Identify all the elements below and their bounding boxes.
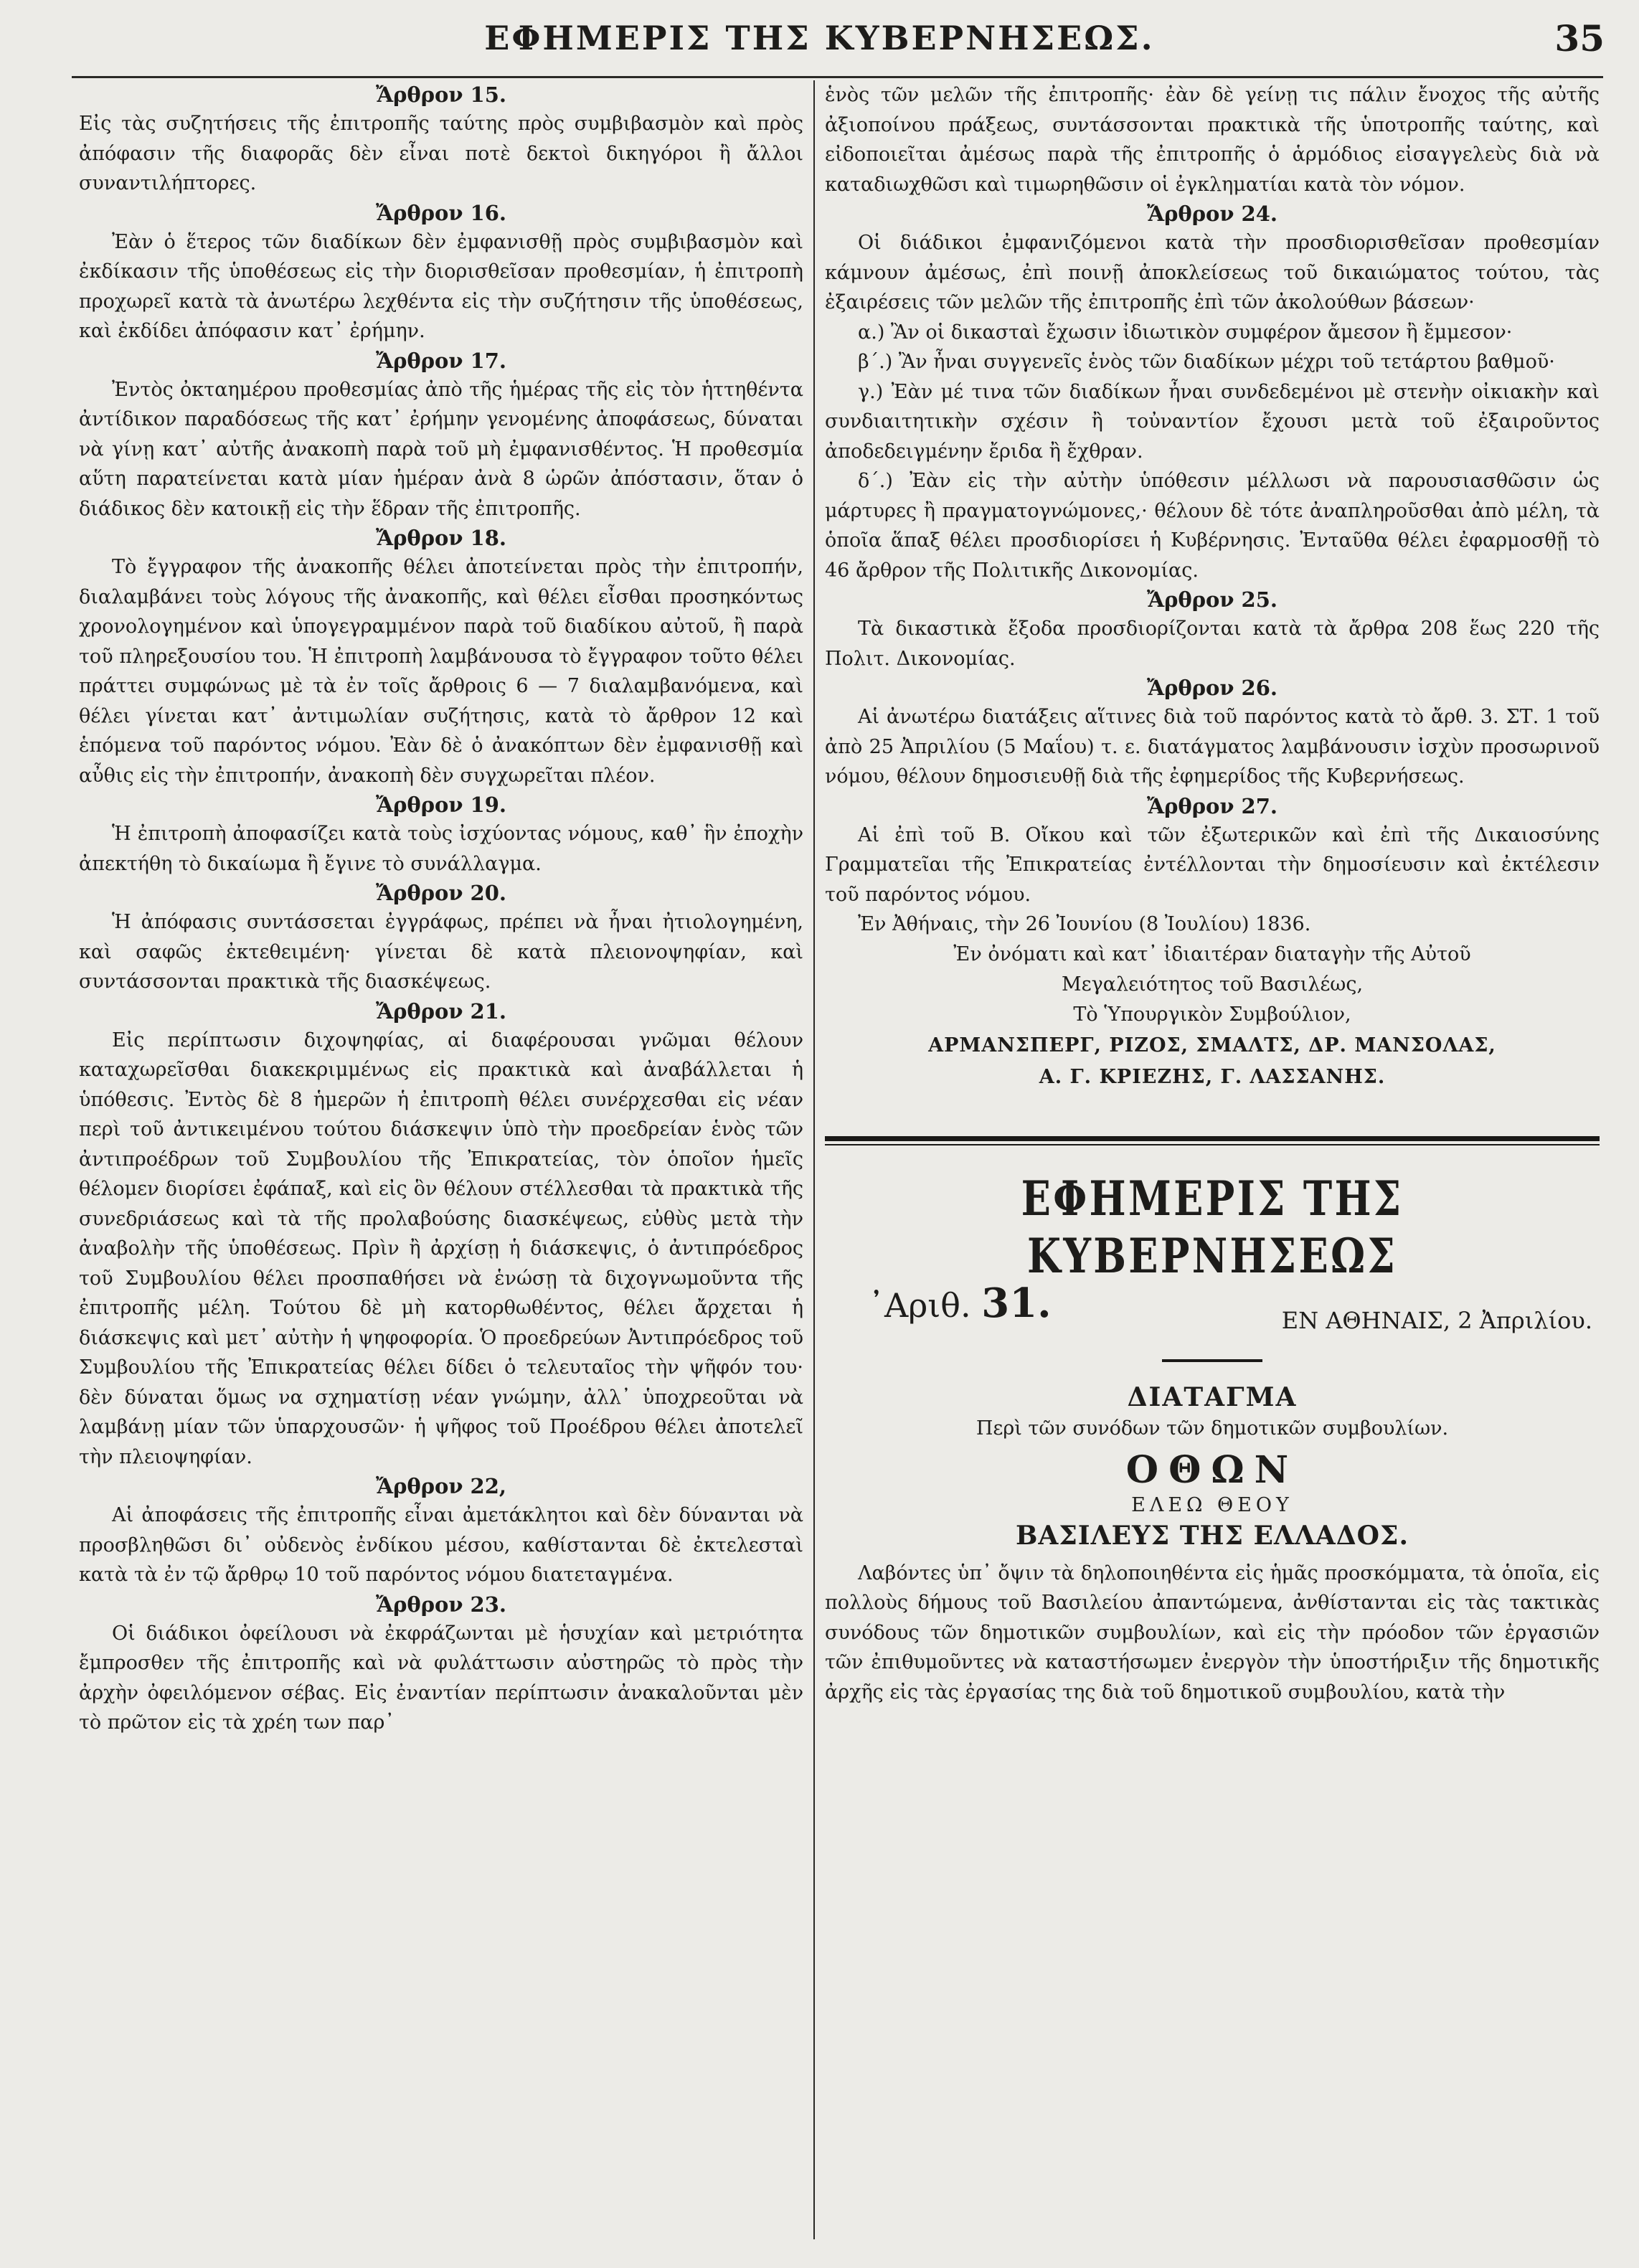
article-heading: Ἄρθρον 25. [1146, 587, 1278, 612]
paragraph: Αἱ ἐπὶ τοῦ Β. Οἴκου καὶ τῶν ἐξωτερικῶν καὶ ἐπὶ τῆς Δικαιοσύνης Γραμματεῖαι τῆς Ἐπικρατείας ἐντέλλονται τὴν δημοσίευσιν καὶ ἐκτέλεσιν τοῦ παρόντος νόμου. [825, 823, 1600, 906]
paragraph: Αἱ ἀνωτέρω διατάξεις αἵτινες διὰ τοῦ παρόντος κατὰ τὸ ἄρθ. 3. ΣΤ. 1 τοῦ ἀπὸ 25 Ἀπριλίου (5 Μαΐου) τ. ε. διατάγματος λαμβάνουσιν ἰσχὺν προσωρινοῦ νόμου, θέλουν δημοσιευθῇ διὰ τῆς ἐφημερίδος τῆς Κυβερνήσεως. [825, 706, 1600, 788]
header-rule [72, 76, 1603, 78]
article-heading: Ἄρθρον 22, [375, 1474, 507, 1498]
paragraph: γ.) Ἐὰν μέ τινα τῶν διαδίκων ἦναι συνδεδεμένοι μὲ στενὴν οἰκιακὴν καὶ συνδιαιτητικὴν σχέσιν ἢ τοὐναντίον ἔχουσι μετὰ τοῦ ἐξαιροῦντος ἀποδεδειγμένην ἔριδα ἢ ἔχθραν. [825, 380, 1600, 463]
paragraph: Αἱ ἀποφάσεις τῆς ἐπιτροπῆς εἶναι ἀμετάκλητοι καὶ δὲν δύνανται νὰ προσβληθῶσι δι᾽ οὐδενὸς ἐνδίκου μέσου, καθίστανται δὲ ἐκτελεσταὶ κατὰ τὰ ἐν τῷ ἄρθρῳ 10 τοῦ παρόντος νόμου διατεταγμένα. [79, 1504, 803, 1586]
paragraph: α.) Ἂν οἱ δικασταὶ ἔχωσιν ἰδιωτικὸν συμφέρον ἄμεσον ἢ ἔμμεσον· [858, 321, 1513, 344]
page-number: 35 [1554, 17, 1605, 60]
paragraph: Ἡ ἀπόφασις συντάσσεται ἐγγράφως, πρέπει νὰ ἦναι ἠτιολογημένη, καὶ σαφῶς ἐκτεθειμένη· γίνεται δὲ κατὰ πλειονοψηφίαν, καὶ συντάσσονται πρακτικὰ τῆς διασκέψεως. [79, 911, 803, 993]
king-grace: ΕΛΕΩ ΘΕΟΥ [1131, 1493, 1293, 1516]
article-heading: Ἄρθρον 17. [375, 348, 507, 373]
masthead-thin-rule [825, 1144, 1600, 1145]
article-heading: Ἄρθρον 16. [375, 200, 507, 225]
paragraph: Εἰς περίπτωσιν διχοψηφίας, αἱ διαφέρουσαι γνῶμαι θέλουν καταχωρεῖσθαι διακεκριμμένως εἰς πρακτικὰ καὶ ἀναβάλλεται ἡ ὑπόθεσις. Ἐντὸς δὲ 8 ἡμερῶν ἡ ἐπιτροπὴ θέλει συνέρχεσθαι εἰς νέαν περὶ τοῦ ἀντικειμένου τούτου διάσκεψιν ὑπὸ τὴν προεδρείαν ἑνὸς τῶν ἀντιπροέδρων τοῦ Συμβουλίου τῆς Ἐπικρατείας, τὸν ὁποῖον ἡμεῖς θέλομεν διορίσει ἐφάπαξ, καὶ εἰς ὃν θέλουν στέλλεσθαι τὰ πρακτικὰ τῆς συνεδριάσεως καὶ τὰ τῆς προλαβούσης διασκέψεως, εὐθὺς μετὰ τὴν ἀναβολὴν τῆς ὑποθέσεως. Πρὶν ἢ ἀρχίσῃ ἡ διάσκεψις, ὁ ἀντιπρόεδρος τοῦ Συμβουλίου θέλει προσπαθήσει νὰ ἑνώσῃ τὰ διχογνωμοῦντα τῆς ἐπιτροπῆς μέλη. Τούτου δὲ μὴ κατορθωθέντος, θέλει ἄρχεται ἡ διάσκεψις καὶ μετ᾽ αὐτὴν ἡ ψηφοφορία. Ὁ προεδρεύων Ἀντιπρόεδρος τοῦ Συμβουλίου τῆς Ἐπικρατείας θέλει δίδει ὁ τελευταῖος τὴν ψῆφόν του· δὲν δύναται ὅμως να σχηματίσῃ νέαν γνώμην, ἀλλ᾽ ὑποχρεοῦται νὰ λαμβάνῃ μίαν τῶν ὑπαρχουσῶν· ἡ ψῆφος τοῦ Προέδρου θέλει ἀποτελεῖ τὴν πλειοψηφίαν. [79, 1029, 803, 1468]
issue-number: 31. [981, 1279, 1052, 1327]
signature-line: Α. Γ. ΚΡΙΕΖΗΣ, Γ. ΛΑΣΣΑΝΗΣ. [1039, 1065, 1386, 1088]
article-heading: Ἄρθρον 20. [375, 881, 507, 905]
article-heading: Ἄρθρον 24. [1146, 202, 1278, 226]
right-column-text [825, 80, 1600, 1093]
masthead-title: ΕΦΗΜΕΡΙΣ ΤΗΣ ΚΥΒΕΡΝΗΣΕΩΣ [1021, 1170, 1404, 1284]
issue-place-date: ΕΝ ΑΘΗΝΑΙΣ, 2 Ἀπριλίου. [1281, 1306, 1592, 1334]
paragraph: δ΄.) Ἐὰν εἰς τὴν αὐτὴν ὑπόθεσιν μέλλωσι νὰ παρουσιασθῶσιν ὡς μάρτυρες ἢ πραγματογνώμονες,· θέλουν δὲ τότε ἀναπληροῦσθαι ἀπὸ μέλη, τὰ ὁποῖα ἅπαξ θέλει προσδιορίσει ἡ Κυβέρνησις. Ἐνταῦθα θέλει ἐφαρμοσθῇ τὸ 46 ἄρθρον τῆς Πολιτικῆς Δικονομίας. [825, 470, 1600, 582]
article-heading: Ἄρθρον 19. [375, 793, 507, 817]
decree-body: Λαβόντες ὑπ᾽ ὄψιν τὰ δηλοποιηθέντα εἰς ἡμᾶς προσκόμματα, τὰ ὁποῖα, εἰς πολλοὺς δήμους τοῦ Βασιλείου ἀπαντώμενα, ἀνθίστανται εἰς τὰς τακτικὰς συνόδους τῶν δημοτικῶν συμβουλίων, καὶ εἰς τὴν πρόοδον τῶν ἐργασιῶν τῶν ἐπιθυμοῦντες νὰ καταστήσωμεν ἐνεργὸν τὴν ὑποστήριξιν τῆς δημοτικῆς ἀρχῆς εἰς τὰς ἐργασίας της διὰ τοῦ δημοτικοῦ συμβουλίου, κατὰ τὴν [825, 1561, 1600, 1704]
article-heading: Ἄρθρον 26. [1146, 676, 1278, 700]
article-heading: Ἄρθρον 27. [1146, 793, 1278, 818]
article-heading: Ἄρθρον 15. [375, 82, 507, 107]
issue-number-block [868, 1279, 1052, 1327]
article-heading: Ἄρθρον 23. [375, 1592, 507, 1617]
running-title: ΕΦΗΜΕΡΙΣ ΤΗΣ ΚΥΒΕΡΝΗΣΕΩΣ. [484, 19, 1155, 57]
issue-label: ᾽Αριθ. [868, 1285, 971, 1325]
decree-divider [1162, 1359, 1262, 1362]
king-name: ΟΘΩΝ [1125, 1447, 1299, 1492]
king-title: ΒΑΣΙΛΕΥΣ ΤΗΣ ΕΛΛΑΔΟΣ. [1015, 1520, 1409, 1551]
paragraph: Εἰς τὰς συζητήσεις τῆς ἐπιτροπῆς ταύτης πρὸς συμβιβασμὸν καὶ πρὸς ἀπόφασιν τῆς διαφορᾶς δὲν εἶναι ποτὲ δεκτοὶ δικηγόροι ἢ ἄλλοι συναντιλήπτορες. [79, 113, 803, 194]
article-heading: Ἄρθρον 21. [375, 998, 507, 1024]
paragraph: Ἐντὸς ὀκταημέρου προθεσμίας ἀπὸ τῆς ἡμέρας τῆς εἰς τὸν ἡττηθέντα ἀντίδικον παραδόσεως τῆς κατ᾽ ἐρήμην γενομένης ἀποφάσεως, δύναται νὰ γίνῃ κατ᾽ αὐτῆς ἀνακοπὴ παρὰ τοῦ μὴ ἐμφανισθέντος. Ἡ προθεσμία αὕτη παρατείνεται κατὰ μίαν ἡμέραν ἀνὰ 8 ὡρῶν ἀπόστασιν, ὅταν ὁ διάδικος δὲν κατοικῇ εἰς τὴν ἕδραν τῆς ἐπιτροπῆς. [79, 378, 803, 520]
right-column [825, 80, 1600, 1707]
paragraph: Ἐν Ἀθήναις, τὴν 26 Ἰουνίου (8 Ἰουλίου) 1836. [858, 913, 1311, 935]
left-column [79, 80, 803, 1738]
paragraph: Τὰ δικαστικὰ ἔξοδα προσδιορίζονται κατὰ τὰ ἄρθρα 208 ἕως 220 τῆς Πολιτ. Δικονομίας. [825, 618, 1600, 670]
masthead-thick-rule [825, 1136, 1600, 1141]
signature-line: Ἐν ὀνόματι καὶ κατ᾽ ἰδιαιτέραν διαταγὴν τῆς Αὐτοῦ [953, 942, 1471, 965]
paragraph: Ἐὰν ὁ ἕτερος τῶν διαδίκων δὲν ἐμφανισθῇ πρὸς συμβιβασμὸν καὶ ἐκδίκασιν τῆς ὑποθέσεως εἰς τὴν διορισθεῖσαν προθεσμίαν, ἡ ἐπιτροπὴ προχωρεῖ κατὰ τὰ ἀνωτέρω λεχθέντα εἰς τὴν συζήτησιν τῆς ὑποθέσεως, καὶ ἐκδίδει ἀπόφασιν κατ᾽ ἐρήμην. [79, 230, 803, 342]
running-head [0, 13, 1639, 77]
signature-line: ΑΡΜΑΝΣΠΕΡΓ, ΡΙΖΟΣ, ΣΜΑΛΤΣ, ΔΡ. ΜΑΝΣΟΛΑΣ, [928, 1034, 1496, 1057]
article-heading: Ἄρθρον 18. [375, 526, 507, 550]
paragraph: β΄.) Ἂν ἦναι συγγενεῖς ἑνὸς τῶν διαδίκων μέχρι τοῦ τετάρτου βαθμοῦ· [858, 351, 1555, 373]
column-rule [813, 80, 815, 2239]
decree-subtitle: Περὶ τῶν συνόδων τῶν δημοτικῶν συμβουλίων. [976, 1417, 1449, 1440]
issue-row [825, 1279, 1600, 1349]
paragraph: Ἡ ἐπιτροπὴ ἀποφασίζει κατὰ τοὺς ἰσχύοντας νόμους, καθ᾽ ἣν ἐποχὴν ἀπεκτήθη τὸ δικαίωμα ἢ ἔγινε τὸ συνάλλαγμα. [79, 823, 803, 875]
paragraph: ἑνὸς τῶν μελῶν τῆς ἐπιτροπῆς· ἐὰν δὲ γείνῃ τις πάλιν ἔνοχος τῆς αὐτῆς ἀξιοποίνου πράξεως, συντάσσονται πρακτικὰ τῆς ὑποτροπῆς ταύτης, καὶ εἰδοποιεῖται ἀμέσως παρὰ τῆς ἐπιτροπῆς ὁ ἁρμόδιος εἰσαγγελεὺς διὰ νὰ καταδιωχθῶσι καὶ τιμωρηθῶσιν οἱ ἐγκληματίαι κατὰ τὸν νόμον. [825, 84, 1600, 196]
signature-line: Μεγαλειότητος τοῦ Βασιλέως, [1061, 973, 1364, 996]
paragraph: Οἱ διάδικοι ὀφείλουσι νὰ ἐκφράζωνται μὲ ἡσυχίαν καὶ μετριότητα ἔμπροσθεν τῆς ἐπιτροπῆς καὶ νὰ φυλάττωσιν αὐστηρῶς τὸ πρὸς τὴν ἀρχὴν ὀφειλόμενον σέβας. Εἰς ἐναντίαν περίπτωσιν ἀνακαλοῦνται μὲν τὸ πρῶτον εἰς τὰ χρέη των παρ᾽ [79, 1622, 803, 1734]
decree-title: ΔΙΑΤΑΓΜΑ [1127, 1381, 1298, 1412]
paragraph: Τὸ ἔγγραφον τῆς ἀνακοπῆς θέλει ἀποτείνεται πρὸς τὴν ἐπιτροπήν, διαλαμβάνει τοὺς λόγους τῆς ἀνακοπῆς, καὶ θέλει εἶσθαι προσηκόντως χρονολογημένον καὶ ὑπογεγραμμένον παρὰ τοῦ διαδίκου αὐτοῦ, ἢ παρὰ τοῦ πληρεξουσίου του. Ἡ ἐπιτροπὴ λαμβάνουσα τὸ ἔγγραφον τοῦτο θέλει πράττει συμφώνως μὲ τὰ ἐν τοῖς ἄρθροις 6 — 7 διαλαμβανόμενα, καὶ θέλει γίνεται κατ᾽ ἀντιμωλίαν συζήτησις, κατὰ τὸ ἄρθρον 12 καὶ ἑπόμενα τοῦ παρόντος νόμου. Ἐὰν δὲ ὁ ἀνακόπτων δὲν ἐμφανισθῇ καὶ αὖθις εἰς τὴν ἐπιτροπήν, ἀνακοπὴ δὲν συγχωρεῖται πλέον. [79, 556, 803, 787]
paragraph: Οἱ διάδικοι ἐμφανιζόμενοι κατὰ τὴν προσδιορισθεῖσαν προθεσμίαν κάμνουν ἀμέσως, ἐπὶ ποινῇ ἀποκλείσεως τοῦ δικαιώματος τούτου, τὰς ἐξαιρέσεις τῶν μελῶν τῆς ἐπιτροπῆς ἐπὶ τῶν ἀκολούθων βάσεων· [825, 232, 1600, 313]
signature-line: Τὸ Ὑπουργικὸν Συμβούλιον, [1073, 1003, 1351, 1026]
